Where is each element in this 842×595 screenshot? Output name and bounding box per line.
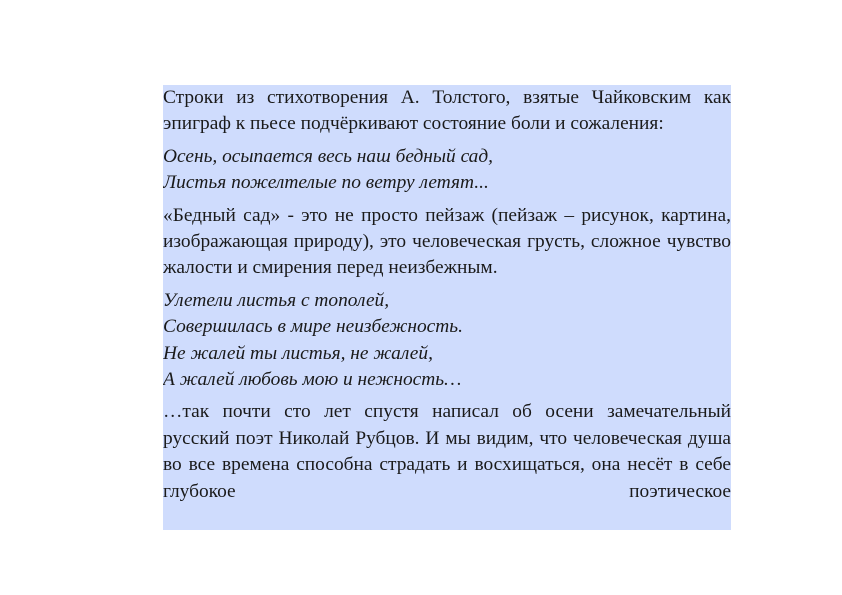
poem-line: Совершилась в мире неизбежность. xyxy=(163,316,463,338)
poem-line: Не жалей ты листья, не жалей, xyxy=(163,342,433,364)
text-box xyxy=(163,85,731,530)
rubtsov-poem xyxy=(163,288,731,394)
intro-paragraph: Строки из стихотворения А. Толстого, взятые Чайковским как эпиграф к пьесе подчёркивают состояние боли и сожаления: xyxy=(163,87,731,135)
epigraph-line: Осень, осыпается весь наш бедный сад, xyxy=(163,145,494,167)
epigraph-line: Листья пожелтелые по ветру летят... xyxy=(163,172,489,194)
commentary-paragraph: «Бедный сад» - это не просто пейзаж (пейзаж – рисунок, картина, изображающая природу), это человеческая грусть, сложное чувство жалости и смирения перед неизбежным. xyxy=(163,204,731,279)
epigraph-quote xyxy=(163,144,731,197)
closing-paragraph: …так почти сто лет спустя написал об осени замечательный русский поэт Николай Рубцов. И мы видим, что человеческая душа во все времена способна страдать и восхищаться, она несёт в себе глубокое поэтическое xyxy=(163,401,731,502)
poem-line: Улетели листья с тополей, xyxy=(163,289,390,311)
poem-line: А жалей любовь мою и нежность… xyxy=(163,369,462,391)
